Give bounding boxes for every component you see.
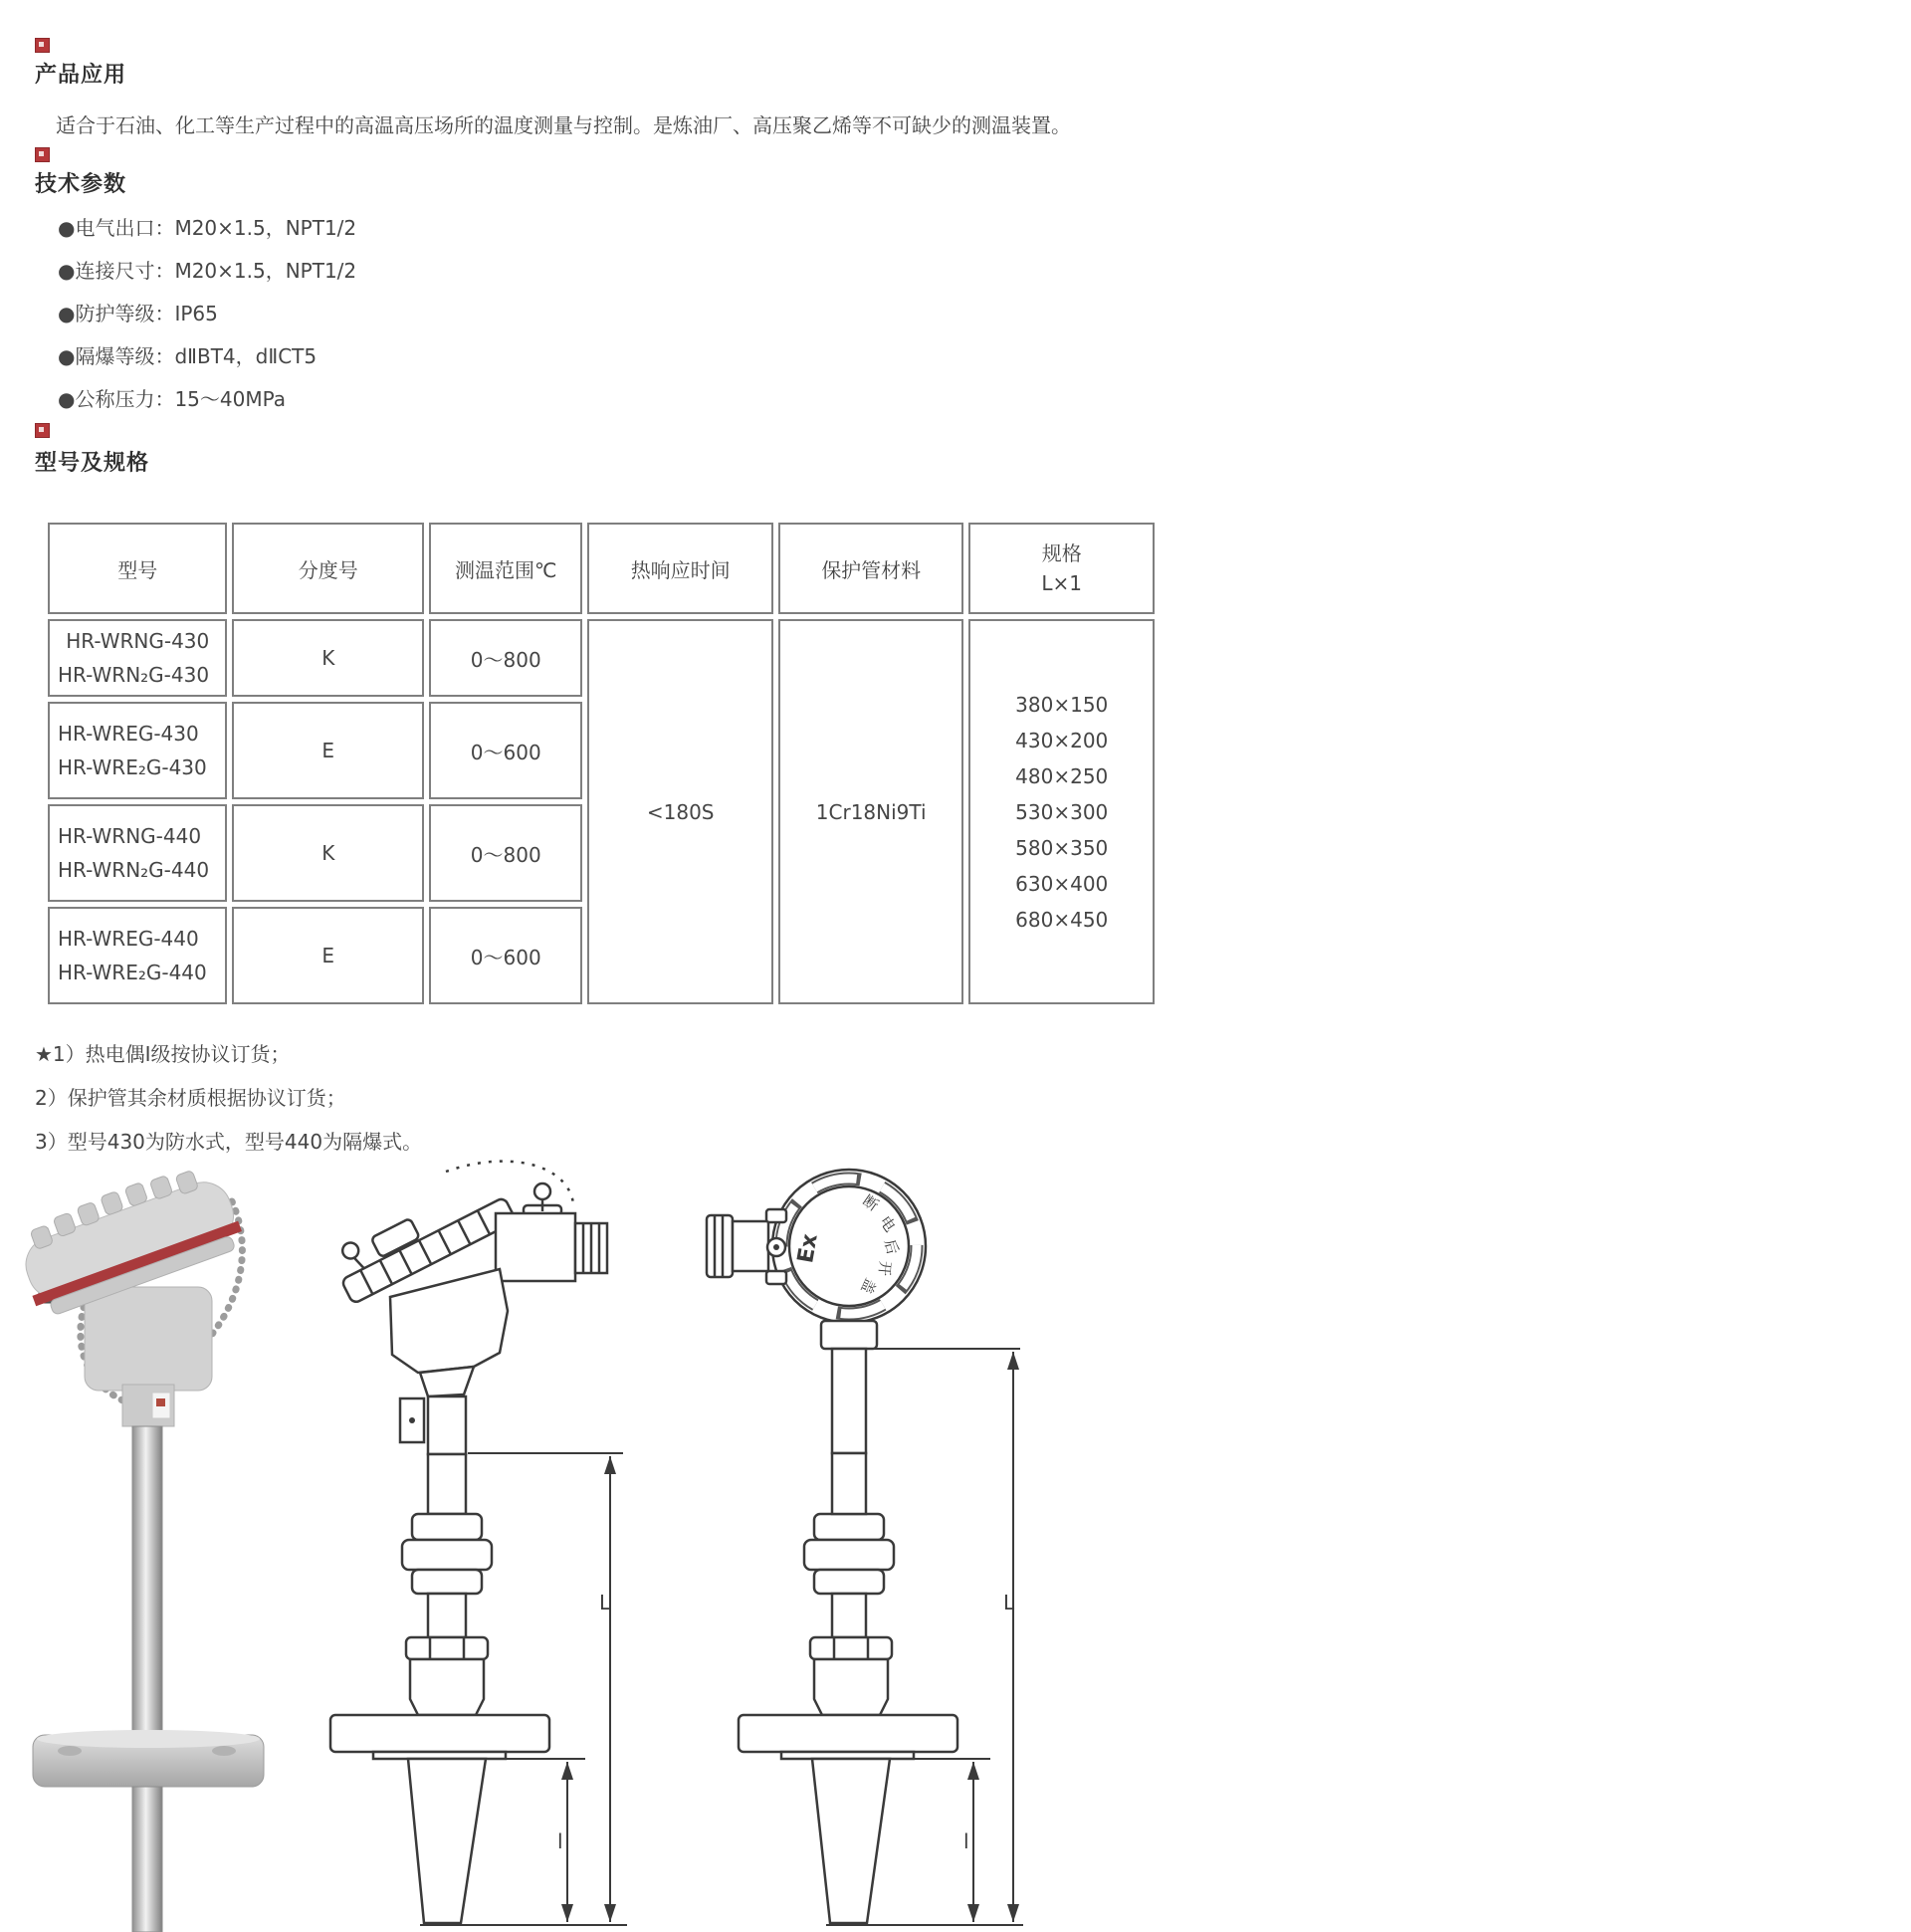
graduation-cell: E bbox=[232, 702, 424, 799]
tube bbox=[428, 1594, 466, 1637]
union-nut-mid bbox=[402, 1540, 492, 1570]
dim-label-L: L bbox=[599, 1591, 611, 1614]
head-char: 电 bbox=[875, 1212, 900, 1235]
parameter-item: ●隔爆等级：dⅡBT4，dⅡCT5 bbox=[58, 344, 318, 368]
response-time-cell: <180S bbox=[587, 619, 773, 1004]
label-dot bbox=[409, 1417, 415, 1423]
tube bbox=[832, 1594, 866, 1637]
parameters-section-title: 技术参数 bbox=[35, 172, 127, 197]
dim-label-l: l bbox=[557, 1829, 563, 1853]
neck-label-mark bbox=[156, 1398, 165, 1406]
spec-size: 380×150 bbox=[1015, 692, 1109, 717]
union-nut-mid bbox=[804, 1540, 894, 1570]
arrow-up bbox=[561, 1762, 573, 1780]
application-description: 适合于石油、化工等生产过程中的高温高压场所的温度测量与控制。是炼油厂、高压聚乙烯等不可缺少的测温装置。 bbox=[56, 113, 1071, 137]
conduit-screw-bottom bbox=[766, 1271, 786, 1284]
waterproof-type-drawing bbox=[328, 1150, 639, 1932]
header-graduation: 分度号 bbox=[232, 523, 424, 614]
graduation-cell: K bbox=[232, 619, 424, 697]
models-section-title: 型号及规格 bbox=[35, 451, 150, 476]
protection-tube bbox=[132, 1787, 162, 1932]
union-nut-bottom bbox=[814, 1570, 884, 1594]
head-neck bbox=[821, 1321, 877, 1349]
arrow-up bbox=[967, 1762, 979, 1780]
hex-nut bbox=[406, 1637, 488, 1659]
header-model: 型号 bbox=[48, 523, 227, 614]
spec-size: 430×200 bbox=[1015, 728, 1109, 752]
arrow-up bbox=[604, 1456, 616, 1474]
parameter-item: ●连接尺寸：M20×1.5，NPT1/2 bbox=[58, 259, 357, 283]
union-nut-bottom bbox=[412, 1570, 482, 1594]
model-cell: HR-WREG-440 HR-WRE₂G-440 bbox=[48, 907, 227, 1004]
head-char: 后 bbox=[880, 1237, 903, 1257]
tapered-probe bbox=[408, 1759, 486, 1923]
note-line: 3）型号430为防水式，型号440为隔爆式。 bbox=[35, 1130, 423, 1154]
ex-marking: Ex bbox=[793, 1231, 823, 1265]
head-body bbox=[390, 1269, 508, 1373]
arrow-down bbox=[604, 1904, 616, 1922]
tube bbox=[832, 1349, 866, 1453]
terminal-head-body bbox=[85, 1287, 212, 1391]
explosionproof-type-drawing bbox=[687, 1150, 1032, 1932]
spec-size-list bbox=[970, 687, 1153, 938]
application-section-title: 产品应用 bbox=[35, 63, 127, 88]
model-cell: HR-WRNG-440 HR-WRN₂G-440 bbox=[48, 804, 227, 902]
union-nut-top bbox=[814, 1514, 884, 1540]
header-spec-line1: 规格 bbox=[1041, 541, 1082, 565]
head-char: 盖 bbox=[857, 1275, 880, 1297]
conduit-screw-top bbox=[766, 1209, 786, 1222]
tube bbox=[832, 1453, 866, 1514]
bolt-hole bbox=[58, 1746, 82, 1756]
model-cell: HR-WRNG-430 HR-WRN₂G-430 bbox=[48, 619, 227, 697]
conduit-bolt bbox=[534, 1183, 550, 1199]
parameter-item: ●防护等级：IP65 bbox=[58, 302, 218, 325]
chain-dotted bbox=[446, 1162, 573, 1203]
flange bbox=[739, 1715, 957, 1752]
protection-tube bbox=[132, 1426, 162, 1737]
arrow-down bbox=[1007, 1904, 1019, 1922]
conduit-thread-cap bbox=[707, 1215, 733, 1277]
spec-sizes-cell bbox=[968, 619, 1155, 1004]
range-cell: 0～800 bbox=[429, 804, 582, 902]
bolt-hole bbox=[212, 1746, 236, 1756]
model-spec-table bbox=[43, 518, 1160, 1009]
section-marker-icon bbox=[35, 147, 50, 162]
header-spec-line2: L×1 bbox=[1041, 571, 1083, 595]
range-cell: 0～600 bbox=[429, 907, 582, 1004]
parameter-item: ●公称压力：15～40MPa bbox=[58, 387, 287, 411]
spec-size: 530×300 bbox=[1015, 799, 1109, 824]
spec-size: 580×350 bbox=[1015, 835, 1109, 860]
head-char: 断 bbox=[859, 1191, 882, 1215]
range-cell: 0～600 bbox=[429, 702, 582, 799]
spec-size: 630×400 bbox=[1015, 871, 1109, 896]
header-tube-material: 保护管材料 bbox=[778, 523, 964, 614]
conduit-body bbox=[733, 1221, 768, 1271]
arrow-down bbox=[561, 1904, 573, 1922]
tapered-probe bbox=[812, 1759, 890, 1923]
dim-label-L: L bbox=[1003, 1591, 1015, 1614]
parameter-item: ●电气出口：M20×1.5，NPT1/2 bbox=[58, 216, 357, 240]
dim-label-l: l bbox=[963, 1829, 969, 1853]
neck-tube bbox=[428, 1396, 466, 1454]
spec-size: 680×450 bbox=[1015, 907, 1109, 932]
neck-block bbox=[410, 1659, 484, 1715]
header-spec bbox=[968, 523, 1155, 614]
flange bbox=[330, 1715, 549, 1752]
header-response-time: 热响应时间 bbox=[587, 523, 773, 614]
thermocouple-photo bbox=[25, 1150, 274, 1932]
note-line: 2）保护管其余材质根据协议订货； bbox=[35, 1086, 346, 1110]
table-row bbox=[48, 619, 1155, 697]
range-cell: 0～800 bbox=[429, 619, 582, 697]
note-line: ★1）热电偶Ⅰ级按协议订货； bbox=[35, 1042, 291, 1066]
table-header-row bbox=[48, 523, 1155, 614]
arrow-up bbox=[1007, 1352, 1019, 1370]
conduit-bolt-center bbox=[773, 1244, 779, 1250]
model-cell: HR-WREG-430 HR-WRE₂G-430 bbox=[48, 702, 227, 799]
union-nut-top bbox=[412, 1514, 482, 1540]
section-marker-icon bbox=[35, 423, 50, 438]
spec-size: 480×250 bbox=[1015, 763, 1109, 788]
section-marker-icon bbox=[35, 38, 50, 53]
header-range: 测温范围℃ bbox=[429, 523, 582, 614]
graduation-cell: K bbox=[232, 804, 424, 902]
tube bbox=[428, 1454, 466, 1514]
conduit-body bbox=[496, 1213, 575, 1281]
hex-nut bbox=[810, 1637, 892, 1659]
head-char: 开 bbox=[875, 1260, 895, 1277]
parameters-list bbox=[58, 207, 356, 421]
graduation-cell: E bbox=[232, 907, 424, 1004]
flange-top bbox=[37, 1730, 260, 1748]
tube-material-cell: 1Cr18Ni9Ti bbox=[778, 619, 964, 1004]
arrow-down bbox=[967, 1904, 979, 1922]
head-neck-taper bbox=[420, 1367, 474, 1396]
neck-block bbox=[814, 1659, 888, 1715]
